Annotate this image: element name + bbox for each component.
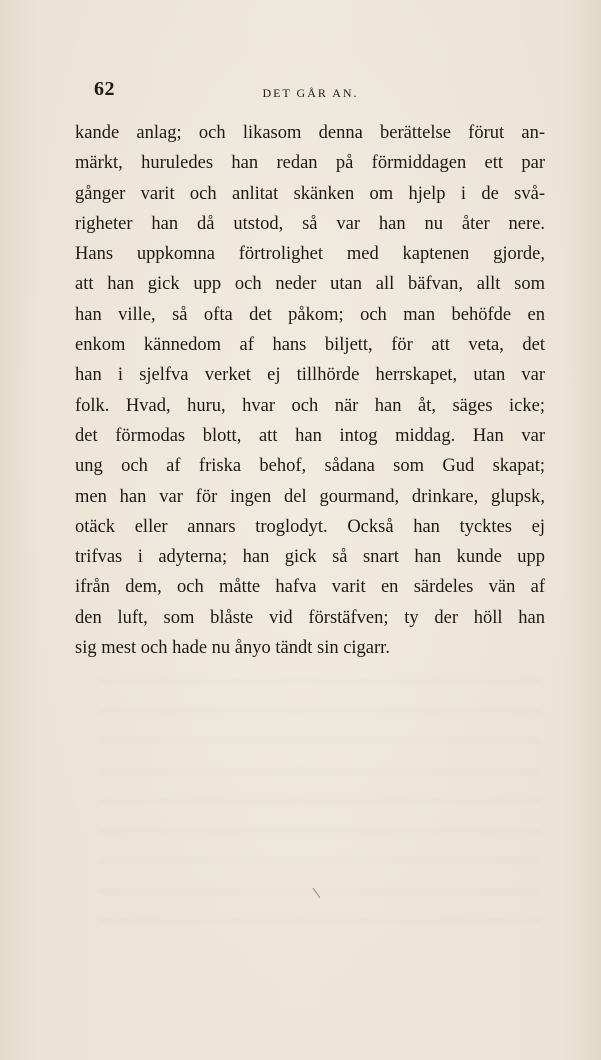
text-line: den luft, som blåste vid förstäfven; ty der höll han: [75, 607, 545, 628]
text-line: att han gick upp och neder utan all bäfvan, allt som: [75, 274, 545, 295]
text-line: Hans uppkomna förtrolighet med kaptenen gjorde,: [75, 244, 545, 265]
show-through-text: [100, 680, 540, 950]
text-line: ifrån dem, och måtte hafva varit en särdeles vän af: [75, 577, 545, 598]
text-line: men han var för ingen del gourmand, drinkare, glupsk,: [75, 486, 545, 507]
text-line: han ville, så ofta det påkom; och man behöfde en: [75, 304, 545, 325]
text-line: otäck eller annars troglodyt. Också han tycktes ej: [75, 516, 545, 537]
text-line: enkom kännedom af hans biljett, för att veta, det: [75, 335, 545, 356]
text-line: righeter han då utstod, så var han nu åter nere.: [75, 213, 545, 234]
text-line: trifvas i adyterna; han gick så snart han kunde upp: [75, 547, 545, 568]
paper-speck: [313, 888, 321, 898]
text-line: märkt, huruledes han redan på förmiddagen ett par: [75, 153, 545, 174]
text-line: folk. Hvad, huru, hvar och när han åt, säges icke;: [75, 395, 545, 416]
text-line: han i sjelfva verket ej tillhörde herrskapet, utan var: [75, 365, 545, 386]
text-line: ung och af friska behof, sådana som Gud skapat;: [75, 456, 545, 477]
text-line: det förmodas blott, att han intog middag. Han var: [75, 425, 545, 446]
text-line: kande anlag; och likasom denna berättelse förut an-: [75, 123, 545, 143]
text-line: gånger varit och anlitat skänken om hjelp i de svå-: [75, 183, 545, 204]
body-text: [75, 118, 545, 663]
text-line-last: sig mest och hade nu ånyo tändt sin cigarr.: [75, 638, 390, 659]
page-number: 62: [94, 78, 115, 100]
running-title: DET GÅR AN.: [262, 86, 359, 100]
